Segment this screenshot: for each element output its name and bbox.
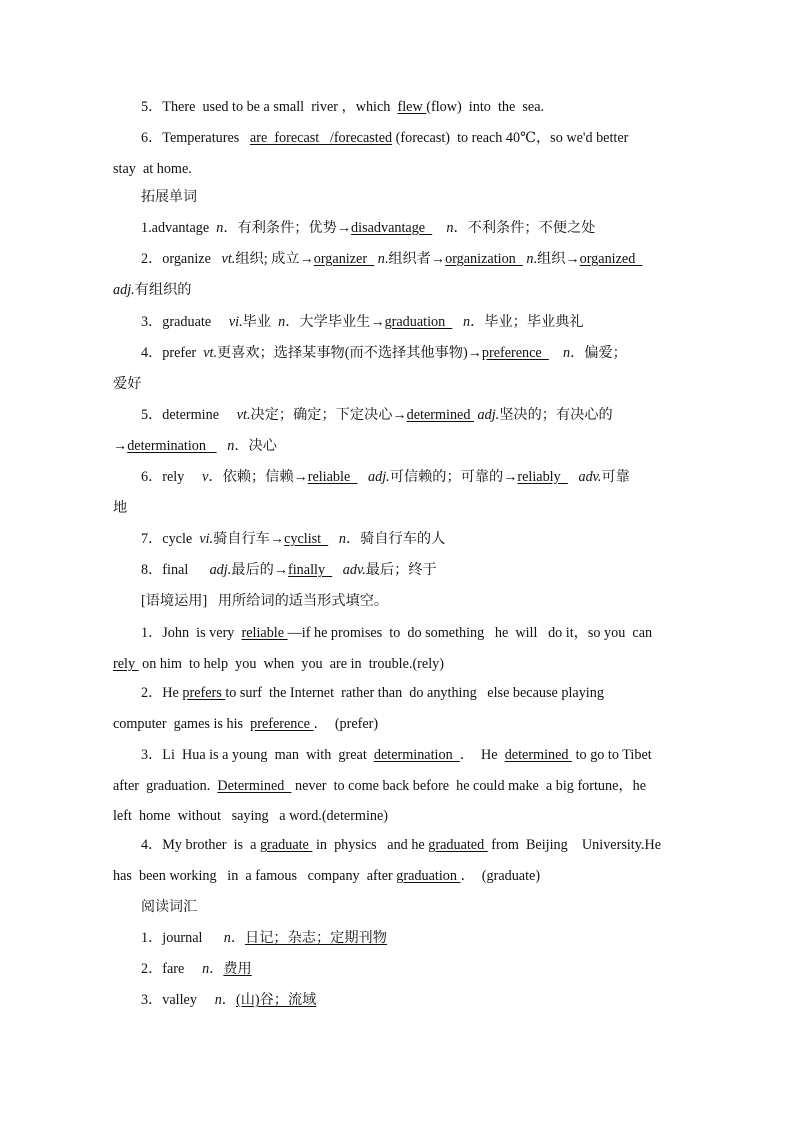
text-segment: ．毕业；毕业典礼 — [470, 314, 584, 330]
text-segment: 2．organize — [141, 251, 222, 267]
text-segment: 地 — [113, 500, 128, 516]
answer-blank: reliable — [307, 469, 358, 485]
answer-blank: are forecast /forecasted — [249, 130, 393, 146]
text-line — [141, 128, 711, 148]
text-segment: 可信赖的；可靠的→ — [389, 469, 518, 485]
text-segment: vi. — [199, 531, 214, 547]
text-segment: 7．cycle — [141, 531, 200, 547]
text-line — [113, 866, 683, 886]
text-segment: stay at home. — [113, 161, 192, 177]
text-segment: 2．fare — [141, 961, 203, 977]
text-segment: left home without saying a word.(determine) — [113, 808, 389, 824]
answer-blank: organized — [579, 251, 643, 267]
text-segment: to surf the Internet rather than do anything else because playing — [225, 685, 604, 701]
text-line — [141, 959, 711, 979]
text-line — [141, 560, 711, 580]
text-segment: n — [202, 961, 210, 977]
text-line — [113, 806, 683, 826]
text-segment: n — [338, 531, 346, 547]
text-segment: n — [227, 438, 235, 454]
text-segment: 4．My brother is a — [141, 837, 261, 853]
text-segment: adj. — [477, 407, 500, 423]
text-segment: adv. — [578, 469, 602, 485]
text-line — [113, 436, 683, 456]
text-segment: vt. — [203, 345, 218, 361]
text-segment: adv. — [342, 562, 366, 578]
answer-blank: determined — [406, 407, 474, 423]
answer-blank: flew — [397, 99, 427, 115]
text-line — [141, 990, 711, 1010]
text-segment: 决定；确定；下定决心→ — [250, 407, 407, 423]
text-line — [113, 374, 683, 394]
text-segment: ． — [209, 961, 224, 977]
text-segment: adj. — [209, 562, 232, 578]
text-line — [113, 280, 683, 300]
text-line — [141, 928, 711, 948]
text-line — [141, 623, 711, 643]
text-segment: 1．John is very — [141, 625, 242, 641]
text-segment: 最后的→ — [231, 562, 289, 578]
text-segment: .组织者→ — [384, 251, 446, 267]
answer-blank: Determined — [217, 778, 292, 794]
text-segment: 4．prefer — [141, 345, 204, 361]
text-line — [113, 498, 683, 518]
section-heading — [141, 187, 711, 207]
answer-blank: determined — [504, 747, 573, 763]
text-segment: v — [202, 469, 209, 485]
text-line — [141, 835, 711, 855]
text-segment: vt. — [236, 407, 251, 423]
text-segment: ．不利条件；不便之处 — [453, 220, 596, 236]
answer-blank: preference — [481, 345, 549, 361]
answer-blank: rely — [113, 656, 139, 672]
text-segment: 3．Li Hua is a young man with great — [141, 747, 374, 763]
text-segment: 1．journal — [141, 930, 224, 946]
text-segment: 8．final — [141, 562, 210, 578]
text-segment: ．偏爱； — [570, 345, 627, 361]
answer-blank: graduation — [396, 868, 461, 884]
text-segment: 组织; 成立→ — [235, 251, 314, 267]
text-segment: 最后；终于 — [365, 562, 437, 578]
text-segment: vi. — [228, 314, 243, 330]
text-line — [113, 714, 683, 734]
text-segment: ． He — [459, 747, 505, 763]
text-segment: ．有利条件；优势→ — [223, 220, 352, 236]
text-line — [113, 159, 683, 179]
text-segment — [332, 562, 343, 578]
text-segment — [452, 314, 463, 330]
answer-blank: prefers — [182, 685, 226, 701]
text-segment: n — [563, 345, 571, 361]
text-segment: n — [526, 251, 534, 267]
text-segment: 更喜欢；选择某事物(而不选择其他事物)→ — [217, 345, 482, 361]
answer-blank: finally — [288, 562, 333, 578]
text-segment: ． — [230, 930, 246, 946]
text-segment: 3．graduate — [141, 314, 229, 330]
text-segment: n — [216, 220, 224, 236]
answer-blank: reliable — [241, 625, 288, 641]
text-segment: n — [278, 314, 286, 330]
text-segment: vt. — [221, 251, 236, 267]
text-segment: in physics and he — [312, 837, 429, 853]
text-segment: 6．Temperatures — [141, 130, 250, 146]
text-segment: 5．determine — [141, 407, 237, 423]
answer-blank: (山)谷；流域 — [235, 992, 317, 1008]
text-line — [141, 343, 711, 363]
text-segment: n — [462, 314, 471, 330]
text-line — [141, 745, 711, 765]
answer-blank: graduated — [428, 837, 488, 853]
answer-blank: graduate — [260, 837, 313, 853]
text-line — [141, 467, 711, 487]
text-segment — [549, 345, 563, 361]
text-segment — [432, 220, 446, 236]
text-line — [113, 654, 683, 674]
text-segment: 2．He — [141, 685, 183, 701]
text-line — [141, 97, 711, 117]
section-heading — [141, 897, 711, 917]
text-segment: n — [446, 220, 454, 236]
text-segment — [357, 469, 368, 485]
text-segment: 5．There used to be a small river ，which — [141, 99, 398, 115]
answer-blank: disadvantage — [351, 220, 433, 236]
answer-blank: 日记；杂志；定期刊物 — [245, 930, 387, 946]
text-segment: 1.advantage — [141, 220, 217, 236]
text-segment: 有组织的 — [134, 282, 192, 298]
answer-blank: cyclist — [284, 531, 329, 547]
text-segment: 拓展单词 — [141, 189, 197, 205]
text-segment: 坚决的；有决心的 — [499, 407, 613, 423]
answer-blank: determination — [127, 438, 217, 454]
text-segment: adj. — [368, 469, 390, 485]
text-segment: ．依赖；信赖→ — [208, 469, 308, 485]
text-segment: 可靠 — [601, 469, 630, 485]
text-segment: 6．rely — [141, 469, 203, 485]
text-line — [141, 218, 711, 238]
text-segment: (forecast) to reach 40℃，so we'd better — [392, 130, 629, 146]
text-segment: has been working in a famous company after — [113, 868, 397, 884]
text-segment: on him to help you when you are in trouble.(rely) — [138, 656, 444, 672]
text-segment: n — [223, 930, 231, 946]
text-line — [141, 249, 711, 269]
answer-blank: 费用 — [223, 961, 252, 977]
text-segment: n — [377, 251, 385, 267]
answer-blank: reliably — [517, 469, 568, 485]
text-segment: after graduation. — [113, 778, 218, 794]
text-segment: —if he promises to do something he will do it，so you can — [287, 625, 653, 641]
text-segment: n — [214, 992, 222, 1008]
text-segment: from Beijing University.He — [487, 837, 661, 853]
text-line — [141, 312, 711, 332]
answer-blank: graduation — [384, 314, 453, 330]
text-segment: ． (graduate) — [460, 868, 541, 884]
text-segment: 阅读词汇 — [141, 899, 197, 915]
answer-blank: organizer — [313, 251, 375, 267]
answer-blank: organization — [445, 251, 523, 267]
text-segment: [语境运用] 用所给词的适当形式填空。 — [141, 593, 389, 609]
text-segment: 爱好 — [113, 376, 142, 392]
text-segment: ．大学毕业生→ — [285, 314, 385, 330]
text-segment — [568, 469, 579, 485]
text-segment: adj. — [113, 282, 135, 298]
text-segment: ． (prefer) — [313, 716, 379, 732]
text-segment — [217, 438, 228, 454]
text-segment: computer games is his — [113, 716, 251, 732]
text-segment: ． — [221, 992, 236, 1008]
text-segment: never to come back before he could make a big fortune，he — [291, 778, 646, 794]
answer-blank: preference — [250, 716, 314, 732]
text-segment: ．决心 — [234, 438, 277, 454]
answer-blank: determination — [373, 747, 460, 763]
text-segment: → — [113, 438, 128, 454]
text-segment: 毕业 — [242, 314, 279, 330]
text-segment — [328, 531, 339, 547]
text-segment: .组织→ — [533, 251, 580, 267]
text-segment: to go to Tibet — [572, 747, 652, 763]
text-line — [141, 591, 711, 611]
text-line — [141, 683, 711, 703]
text-segment: 3．valley — [141, 992, 215, 1008]
text-segment: ．骑自行车的人 — [345, 531, 446, 547]
text-segment: (flow) into the sea. — [426, 99, 545, 115]
text-line — [141, 529, 711, 549]
text-segment: 骑自行车→ — [213, 531, 285, 547]
text-line — [141, 405, 711, 425]
text-line — [113, 776, 683, 796]
